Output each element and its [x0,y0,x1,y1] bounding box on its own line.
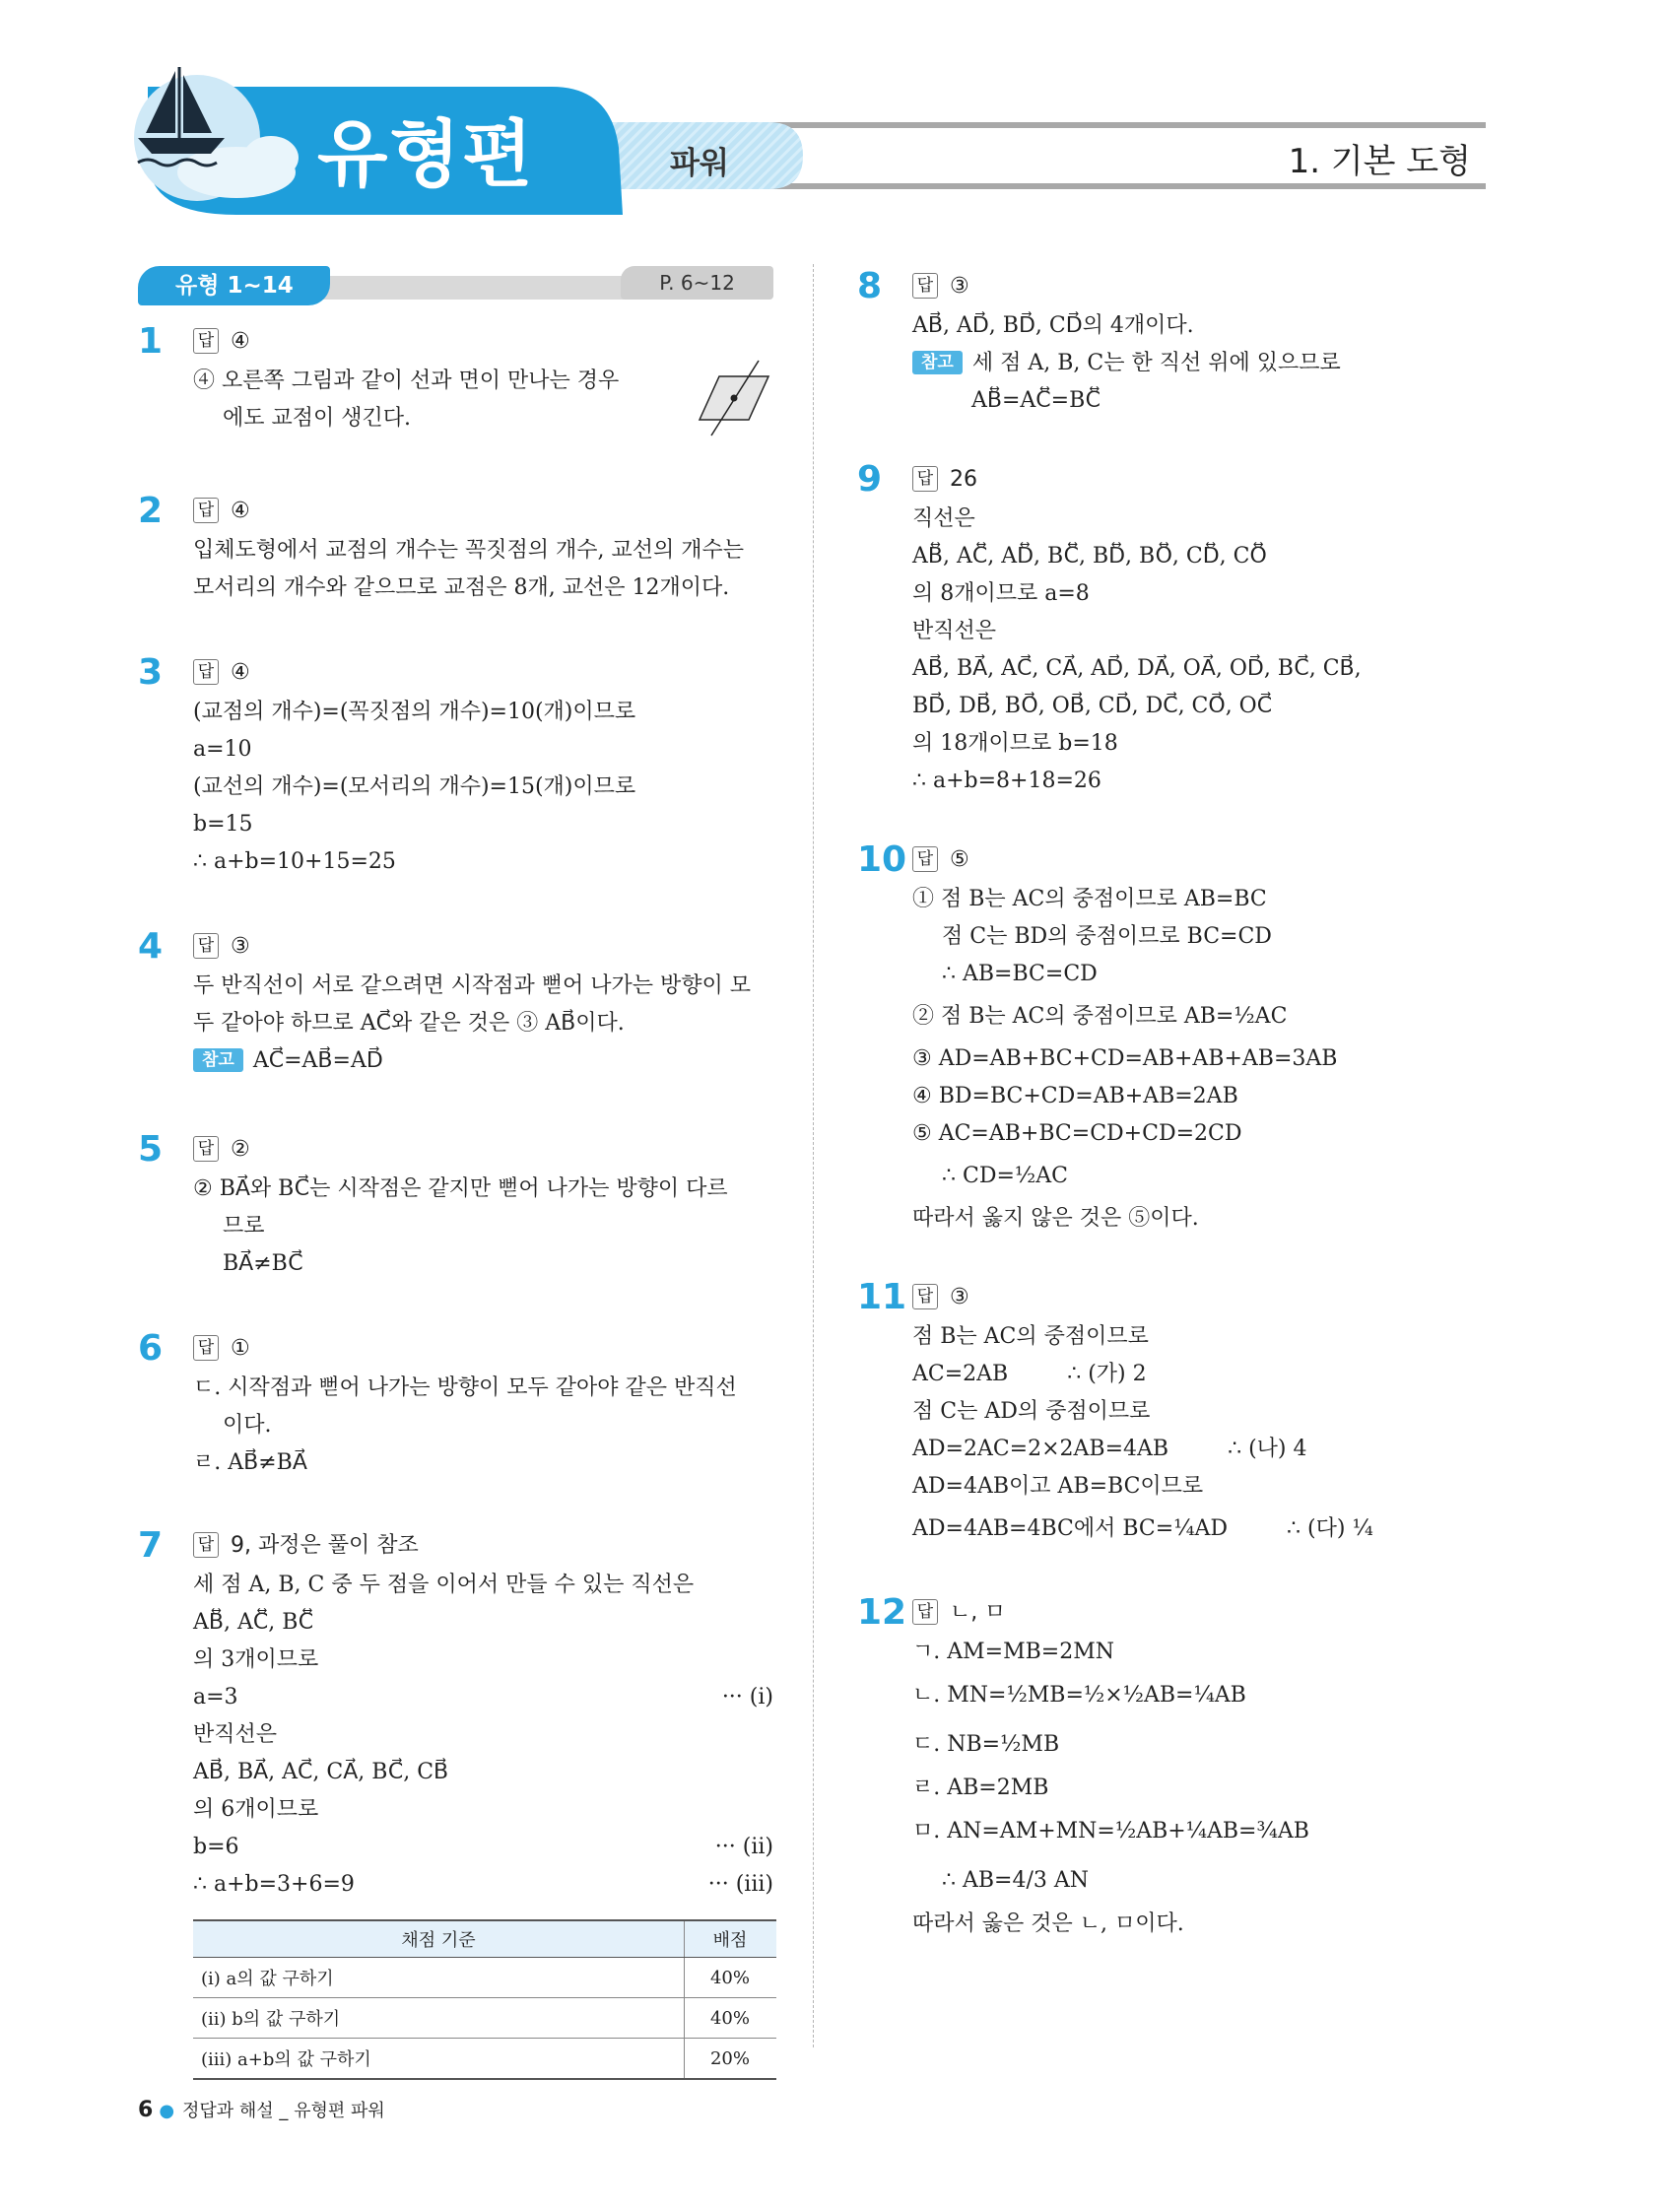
solution-line: 점 C는 AD의 중점이므로 [912,1399,1151,1424]
solution-line: ∴ a+b=10+15=25 [193,849,396,874]
problem-number: 8 [857,266,883,306]
solution-line: 두 같아야 하므로 AC⃗와 같은 것은 ③ AB⃗이다. [193,1011,625,1036]
solution-line: AB⃗, BA⃗, AC⃗, CA⃗, AD⃗, DA⃗, OA⃗, OD⃗, BC⃗, CB⃗, [912,656,1362,681]
note-text: AC⃗=AB⃗=AD⃗ [252,1048,383,1073]
page-footer [138,2097,385,2122]
solution-line: ㅁ. AN=AM+MN=½AB+¼AB=¾AB [912,1819,1309,1843]
table-row [193,1998,776,2039]
problem-2 [138,491,773,607]
answer-value: ④ [231,660,250,685]
grading-table [193,1919,776,2080]
solution-line: 세 점 A, B, C 중 두 점을 이어서 만들 수 있는 직선은 [193,1573,695,1597]
solution-line: 모서리의 개수와 같으므로 교점은 8개, 교선은 12개이다. [193,575,730,600]
step-mark: ··· (ii) [714,1835,773,1859]
answer-value: 9, 과정은 풀이 참조 [231,1533,419,1558]
solution-line: 반직선은 [912,619,997,643]
solution-line: 입체도형에서 교점의 개수는 꼭짓점의 개수, 교선의 개수는 [193,538,745,563]
solution-line: 직선은 [912,506,975,531]
problem-number: 10 [857,839,907,880]
answer-value: 26 [950,467,977,492]
type-bar [138,266,773,309]
column-divider [813,264,814,2047]
solution-line: (교점의 개수)=(꼭짓점의 개수)=10(개)이므로 [193,700,636,724]
answer-tag: 답 [193,659,219,685]
solution-line: AB⃗, AD⃗, BD⃗, CD⃗의 4개이다. [912,313,1194,338]
solution-line: 이다. [223,1413,272,1438]
problem-number: 7 [138,1525,164,1566]
answer-value: ④ [231,499,250,523]
solution-line: ∴ a+b=8+18=26 [912,769,1101,793]
solution-line: 따라서 옳은 것은 ㄴ, ㅁ이다. [912,1911,1184,1936]
table-cell: 40% [685,1958,777,1998]
right-column [857,266,1458,1943]
note-tag: 참고 [912,351,963,374]
chapter-title: 1. 기본 도형 [1288,142,1471,181]
answer-tag: 답 [912,846,938,872]
table-row [193,1958,776,1998]
problem-1 [138,321,773,437]
problem-4 [138,926,773,1080]
answer-tag: 답 [193,1335,219,1361]
solution-line: ① 점 B는 AC의 중점이므로 AB=BC [912,887,1267,911]
page-number: 6 [138,2098,154,2122]
answer-tag: 답 [193,498,219,523]
solution-line: a=10 [193,737,252,762]
table-cell: 40% [685,1998,777,2039]
problem-number: 4 [138,926,164,967]
note-text: AB⃡=AC⃡=BC⃡ [971,388,1101,413]
answer-tag: 답 [912,466,938,492]
answer-value: ② [231,1137,250,1162]
solution-line: a=3 [193,1685,238,1709]
solution-line: ④ 오른쪽 그림과 같이 선과 면이 만나는 경우 [193,369,620,393]
problem-number: 1 [138,321,164,362]
plane-line-figure [680,359,778,437]
solution-line: ∴ AB=BC=CD [942,962,1098,986]
solution-line: AD=4AB=4BC에서 BC=¼AD [912,1516,1229,1541]
solution-line: ㄷ. NB=½MB [912,1732,1060,1757]
header-graphic [0,0,1668,236]
answer-value: ④ [231,329,250,354]
bullet-icon: ● [159,2101,175,2121]
problem-12 [857,1592,1458,1943]
answer-tag: 답 [193,328,219,354]
solution-line: ∴ a+b=3+6=9 [193,1872,355,1897]
problem-10 [857,839,1458,1238]
solution-line: 두 반직선이 서로 같으려면 시작점과 뻗어 나가는 방향이 모 [193,973,751,998]
answer-tag: 답 [193,1532,219,1558]
table-cell: (i) a의 값 구하기 [193,1958,685,1998]
solution-line: ㄴ. MN=½MB=½×½AB=¼AB [912,1683,1246,1708]
solution-line: 의 6개이므로 [193,1797,319,1822]
solution-line: 점 B는 AC의 중점이므로 [912,1324,1149,1349]
solution-line: 점 C는 BD의 중점이므로 BC=CD [942,924,1272,949]
solution-line: b=6 [193,1835,239,1859]
solution-line: 의 18개이므로 b=18 [912,731,1118,756]
problem-number: 5 [138,1129,164,1170]
problem-number: 3 [138,652,164,693]
solution-line: ③ AD=AB+BC+CD=AB+AB+AB=3AB [912,1046,1338,1071]
solution-line: AD=4AB이고 AB=BC이므로 [912,1474,1204,1499]
solution-line: 므로 [223,1214,265,1239]
solution-line: 의 8개이므로 a=8 [912,581,1090,606]
solution-line: ② 점 B는 AC의 중점이므로 AB=½AC [912,1004,1288,1029]
solution-line: 의 3개이므로 [193,1647,319,1672]
step-mark: ∴ (가) 2 [1067,1362,1147,1386]
solution-line: ∴ CD=½AC [942,1164,1068,1188]
solution-line: ㄷ. 시작점과 뻗어 나가는 방향이 모두 같아야 같은 반직선 [193,1375,737,1400]
answer-tag: 답 [912,1599,938,1625]
footer-text: 정답과 해설 _ 유형편 파워 [182,2101,385,2121]
table-row [193,2039,776,2080]
solution-line: ㄹ. AB⃗≠BA⃗ [193,1450,307,1475]
solution-line: ㄹ. AB=2MB [912,1776,1049,1800]
solution-line: 에도 교점이 생긴다. [223,406,411,431]
page-title: 유형편 [317,112,535,197]
problem-number: 2 [138,491,164,531]
problem-number: 9 [857,459,883,500]
type-label: 유형 1~14 [138,266,330,305]
problem-number: 6 [138,1328,164,1369]
step-mark: ··· (i) [721,1685,773,1709]
solution-line: ⑤ AC=AB+BC=CD+CD=2CD [912,1121,1242,1146]
table-cell: (ii) b의 값 구하기 [193,1998,685,2039]
left-column [138,266,773,2080]
answer-value: ③ [950,1285,969,1309]
table-cell: 20% [685,2039,777,2080]
type-pages: P. 6~12 [621,266,773,300]
solution-line: AB⃡, AC⃡, AD⃡, BC⃡, BD⃡, BO⃡, CD⃡, CO⃡ [912,544,1267,569]
step-mark: ∴ (나) 4 [1228,1437,1307,1461]
solution-line: AB⃡, AC⃡, BC⃡ [193,1610,314,1635]
answer-tag: 답 [193,933,219,959]
solution-line: ∴ AB=4/3 AN [942,1868,1090,1893]
step-mark: ∴ (다) ¼ [1287,1516,1373,1541]
problem-11 [857,1277,1458,1553]
solution-line: ㄱ. AM=MB=2MN [912,1640,1114,1664]
solution-line: AB⃗, BA⃗, AC⃗, CA⃗, BC⃗, CB⃗ [193,1760,449,1784]
solution-line: ④ BD=BC+CD=AB+AB=2AB [912,1084,1238,1108]
solution-line: 반직선은 [193,1722,278,1747]
solution-line: 따라서 옳지 않은 것은 ⑤이다. [912,1206,1199,1231]
problem-number: 12 [857,1592,907,1633]
problem-8 [857,266,1458,420]
solution-line: BA⃗≠BC⃗ [223,1251,303,1276]
answer-value: ① [231,1336,250,1361]
answer-value: ③ [950,274,969,299]
problem-5 [138,1129,773,1283]
grading-header: 채점 기준 [193,1920,685,1958]
step-mark: ··· (iii) [707,1872,773,1897]
table-cell: (iii) a+b의 값 구하기 [193,2039,685,2080]
answer-value: ⑤ [950,847,969,872]
answer-value: ③ [231,934,250,959]
solution-line: AD=2AC=2×2AB=4AB [912,1437,1169,1461]
header-subtitle: 파워 [670,146,729,181]
note-tag: 참고 [193,1048,243,1072]
solution-line: BD⃗, DB⃗, BO⃗, OB⃗, CD⃗, DC⃗, CO⃗, OC⃗ [912,694,1273,718]
answer-tag: 답 [912,273,938,299]
problem-3 [138,652,773,881]
problem-9 [857,459,1458,800]
solution-line: b=15 [193,812,253,837]
problem-number: 11 [857,1277,907,1317]
problem-7 [138,1525,773,2080]
solution-line: ② BA⃗와 BC⃗는 시작점은 같지만 뻗어 나가는 방향이 다르 [193,1176,728,1201]
solution-line: AC=2AB [912,1362,1009,1386]
solution-line: (교선의 개수)=(모서리의 개수)=15(개)이므로 [193,774,636,799]
note-text: 세 점 A, B, C는 한 직선 위에 있으므로 [971,351,1341,375]
answer-tag: 답 [912,1284,938,1309]
problem-6 [138,1328,773,1482]
answer-value: ㄴ, ㅁ [950,1600,1006,1625]
answer-tag: 답 [193,1136,219,1162]
grading-header: 배점 [685,1920,777,1958]
